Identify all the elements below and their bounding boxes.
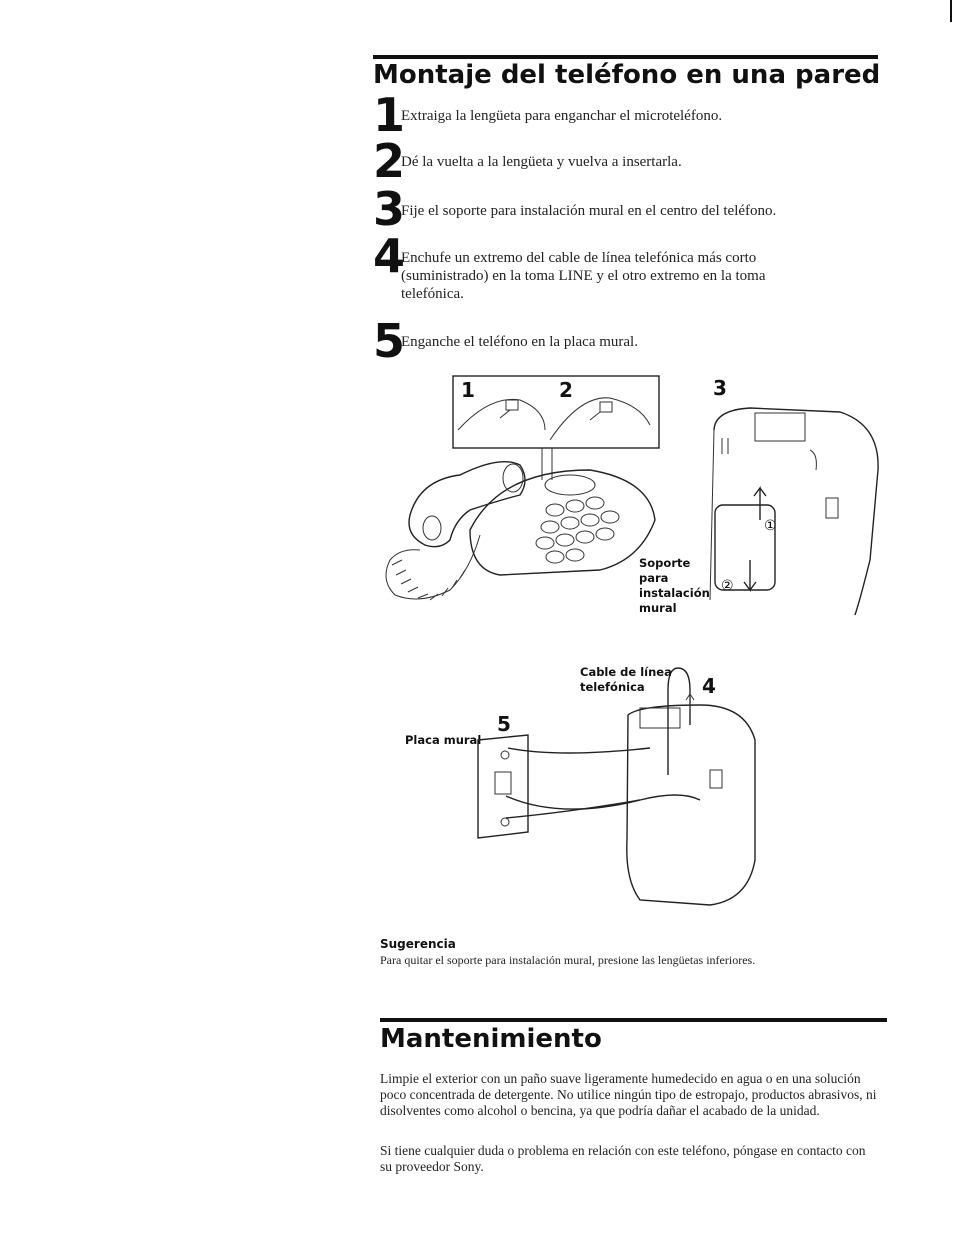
section-rule-top <box>380 1018 887 1022</box>
figure-callout-4: 4 <box>702 674 716 698</box>
figure-callout-5: 5 <box>497 712 511 736</box>
step-number: 4 <box>373 229 406 283</box>
figure-callout-3: 3 <box>713 376 727 400</box>
step-text: Enganche el teléfono en la placa mural. <box>401 334 638 350</box>
step-text: Dé la vuelta a la lengüeta y vuelva a insertarla. <box>401 154 682 170</box>
step-text: Enchufe un extremo del cable de línea telefónica más corto (suministrado) en la toma LINE y el otro extremo en la toma telefónica. <box>401 250 766 302</box>
step-number: 1 <box>373 88 406 142</box>
paragraph: Limpie el exterior con un paño suave ligeramente humedecido en agua o en una solución poco concentrada de detergente. No utilice ningún tipo de estropajo, productos abrasivos, ni disolventes como alcohol o bencina, ya que podría dañar el acabado de la unidad. <box>380 1071 877 1118</box>
tip-text: Para quitar el soporte para instalación mural, presione las lengüetas inferiores. <box>380 953 756 967</box>
figure-callout-2: 2 <box>559 378 573 402</box>
label-soporte: Soporte para instalación mural <box>639 556 710 615</box>
step-text: Extraiga la lengüeta para enganchar el microteléfono. <box>401 108 723 124</box>
circle-callout-2: ② <box>721 578 734 594</box>
tip-heading: Sugerencia <box>380 937 456 951</box>
step-number: 2 <box>373 134 406 188</box>
label-placa: Placa mural <box>405 733 482 747</box>
step-text: Fije el soporte para instalación mural en el centro del teléfono. <box>401 203 777 219</box>
step-number: 3 <box>373 182 406 236</box>
paragraph: Si tiene cualquier duda o problema en relación con este teléfono, póngase en contacto con su proveedor Sony. <box>380 1143 866 1174</box>
section-title-montaje: Montaje del teléfono en una pared <box>373 60 881 90</box>
step-number: 5 <box>373 314 406 368</box>
circle-callout-1: ① <box>764 518 777 534</box>
label-cable: Cable de línea telefónica <box>580 665 672 694</box>
section-title-mantenimiento: Mantenimiento <box>380 1024 602 1054</box>
figure-callout-1: 1 <box>461 378 475 402</box>
